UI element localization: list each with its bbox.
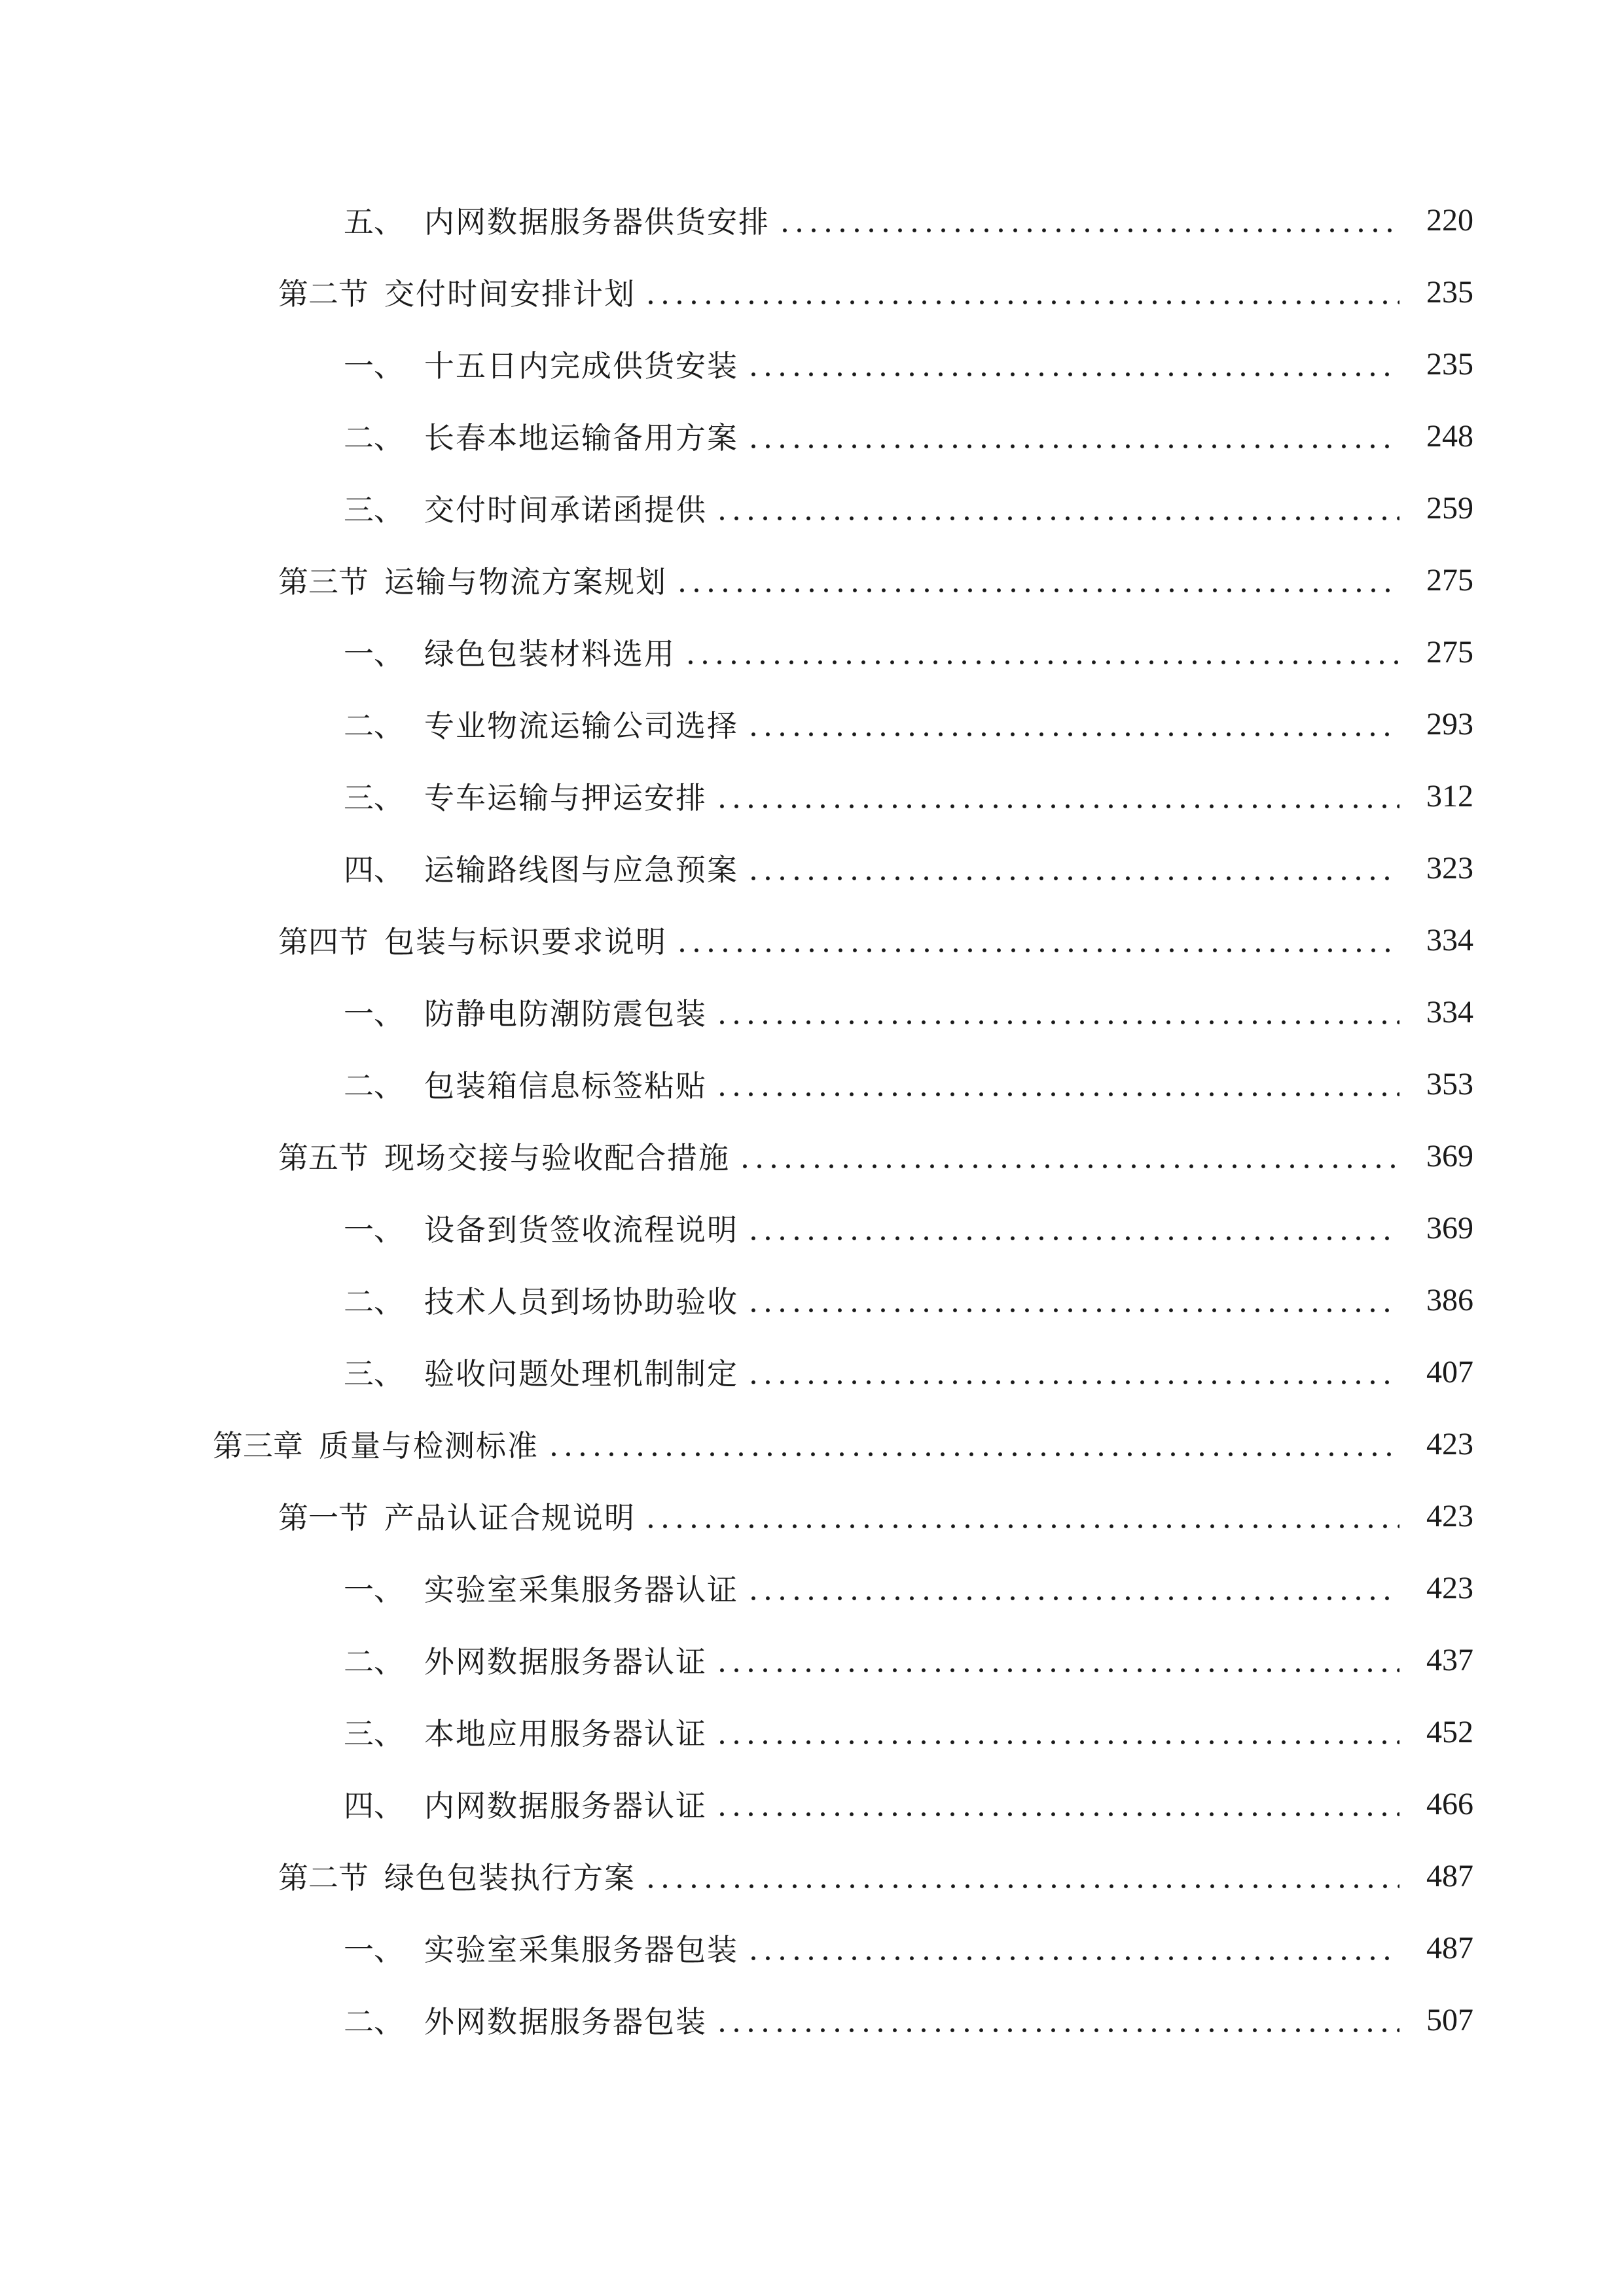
toc-entry[interactable] xyxy=(0,1408,1624,1480)
toc-entry[interactable] xyxy=(0,976,1624,1048)
dot-leader xyxy=(683,637,1399,667)
dot-leader xyxy=(643,1501,1399,1531)
toc-entry[interactable] xyxy=(0,544,1624,616)
toc-entry-number: 一、 xyxy=(344,636,404,672)
toc-entry-page-number: 259 xyxy=(1426,490,1473,526)
toc-entry-number: 一、 xyxy=(344,1212,404,1247)
toc-entry-page-number: 323 xyxy=(1426,850,1473,886)
toc-entry[interactable] xyxy=(0,1552,1624,1624)
toc-entry-page-number: 423 xyxy=(1426,1426,1473,1462)
toc-entry[interactable] xyxy=(0,1120,1624,1192)
toc-entry[interactable] xyxy=(0,1624,1624,1696)
toc-entry-page-number: 437 xyxy=(1426,1642,1473,1677)
toc-entry-number: 二、 xyxy=(344,1644,404,1679)
toc-entry-number: 二、 xyxy=(344,708,404,744)
toc-entry-page-number: 312 xyxy=(1426,778,1473,814)
toc-entry[interactable] xyxy=(0,1480,1624,1552)
toc-entry[interactable] xyxy=(0,832,1624,904)
toc-entry[interactable] xyxy=(0,1192,1624,1264)
toc-entry-title: 长春本地运输备用方案 xyxy=(424,420,738,456)
toc-entry-number: 第二节 xyxy=(278,1860,369,1895)
toc-entry-page-number: 507 xyxy=(1426,2002,1473,2037)
toc-entry-page-number: 275 xyxy=(1426,634,1473,670)
toc-entry-page-number: 235 xyxy=(1426,346,1473,382)
dot-leader xyxy=(715,2005,1399,2035)
toc-entry-page-number: 369 xyxy=(1426,1138,1473,1174)
toc-entry[interactable] xyxy=(0,616,1624,688)
toc-entry-title: 设备到货签收流程说明 xyxy=(424,1212,738,1247)
toc-entry[interactable] xyxy=(0,760,1624,832)
dot-leader xyxy=(746,1357,1399,1387)
toc-entry-number: 第二节 xyxy=(278,276,369,312)
toc-entry-number: 第三节 xyxy=(278,564,369,600)
toc-entry-number: 二、 xyxy=(344,1068,404,1103)
toc-entry[interactable] xyxy=(0,1984,1624,2056)
toc-entry-title: 防静电防潮防震包装 xyxy=(424,996,707,1031)
toc-entry-page-number: 423 xyxy=(1426,1498,1473,1534)
dot-leader xyxy=(715,493,1399,523)
toc-entry[interactable] xyxy=(0,256,1624,328)
toc-entry-page-number: 220 xyxy=(1426,202,1473,238)
dot-leader xyxy=(715,1645,1399,1675)
toc-entry-title: 包装与标识要求说明 xyxy=(384,924,667,960)
toc-entry-title: 外网数据服务器认证 xyxy=(424,1644,707,1679)
dot-leader xyxy=(715,997,1399,1027)
toc-entry-title: 交付时间安排计划 xyxy=(384,276,636,312)
dot-leader xyxy=(738,1141,1399,1171)
dot-leader xyxy=(746,853,1399,883)
toc-entry-page-number: 353 xyxy=(1426,1066,1473,1102)
toc-entry-number: 三、 xyxy=(344,492,404,528)
toc-entry-title: 十五日内完成供货安装 xyxy=(424,348,738,384)
toc-entry-page-number: 487 xyxy=(1426,1930,1473,1965)
dot-leader xyxy=(746,1933,1399,1963)
toc-entry-number: 五、 xyxy=(344,204,404,240)
dot-leader xyxy=(643,277,1399,307)
toc-entry-number: 一、 xyxy=(344,348,404,384)
toc-entry-number: 二、 xyxy=(344,2004,404,2039)
toc-entry-title: 质量与检测标准 xyxy=(319,1428,539,1463)
toc-entry-title: 验收问题处理机制制定 xyxy=(424,1356,738,1391)
toc-entry[interactable] xyxy=(0,472,1624,544)
toc-entry-page-number: 407 xyxy=(1426,1354,1473,1390)
toc-entry[interactable] xyxy=(0,688,1624,760)
toc-entry-number: 第三章 xyxy=(213,1428,303,1463)
toc-entry-page-number: 369 xyxy=(1426,1210,1473,1246)
toc-entry-title: 外网数据服务器包装 xyxy=(424,2004,707,2039)
toc-entry-number: 二、 xyxy=(344,420,404,456)
toc-entry-number: 三、 xyxy=(344,780,404,816)
toc-entry-title: 实验室采集服务器包装 xyxy=(424,1932,738,1967)
toc-entry-page-number: 334 xyxy=(1426,922,1473,958)
toc-entry-title: 运输与物流方案规划 xyxy=(384,564,667,600)
toc-entry-number: 一、 xyxy=(344,1572,404,1607)
dot-leader xyxy=(715,1069,1399,1099)
toc-entry-title: 实验室采集服务器认证 xyxy=(424,1572,738,1607)
toc-entry-page-number: 386 xyxy=(1426,1282,1473,1318)
toc-entry-title: 内网数据服务器供货安排 xyxy=(424,204,770,240)
toc-entry-number: 四、 xyxy=(344,1788,404,1823)
toc-entry-page-number: 235 xyxy=(1426,274,1473,310)
dot-leader xyxy=(715,1717,1399,1747)
toc-entry-page-number: 466 xyxy=(1426,1786,1473,1821)
toc-entry-title: 绿色包装材料选用 xyxy=(424,636,676,672)
toc-entry[interactable] xyxy=(0,1696,1624,1768)
toc-entry[interactable] xyxy=(0,1768,1624,1840)
toc-entry-title: 现场交接与验收配合措施 xyxy=(384,1140,730,1175)
dot-leader xyxy=(746,1573,1399,1603)
toc-entry-title: 包装箱信息标签粘贴 xyxy=(424,1068,707,1103)
toc-entry-number: 第四节 xyxy=(278,924,369,960)
dot-leader xyxy=(675,565,1399,595)
table-of-contents xyxy=(0,184,1624,2056)
toc-entry-number: 三、 xyxy=(344,1356,404,1391)
toc-entry-title: 专业物流运输公司选择 xyxy=(424,708,738,744)
toc-entry-page-number: 452 xyxy=(1426,1714,1473,1749)
toc-entry[interactable] xyxy=(0,400,1624,472)
toc-entry-page-number: 248 xyxy=(1426,418,1473,454)
dot-leader xyxy=(675,925,1399,955)
toc-entry-title: 技术人员到场协助验收 xyxy=(424,1284,738,1319)
toc-entry[interactable] xyxy=(0,328,1624,400)
toc-entry[interactable] xyxy=(0,1336,1624,1408)
toc-entry[interactable] xyxy=(0,904,1624,976)
dot-leader xyxy=(643,1861,1399,1891)
toc-entry-number: 一、 xyxy=(344,1932,404,1967)
toc-entry-number: 二、 xyxy=(344,1284,404,1319)
toc-entry-title: 绿色包装执行方案 xyxy=(384,1860,636,1895)
toc-entry-page-number: 334 xyxy=(1426,994,1473,1030)
toc-entry-number: 一、 xyxy=(344,996,404,1031)
toc-entry-title: 交付时间承诺函提供 xyxy=(424,492,707,528)
dot-leader xyxy=(778,205,1399,235)
toc-entry-number: 第一节 xyxy=(278,1500,369,1535)
toc-entry-page-number: 275 xyxy=(1426,562,1473,598)
toc-entry-title: 本地应用服务器认证 xyxy=(424,1716,707,1751)
toc-entry-page-number: 423 xyxy=(1426,1570,1473,1605)
toc-entry-number: 四、 xyxy=(344,852,404,888)
toc-entry-title: 专车运输与押运安排 xyxy=(424,780,707,816)
toc-entry-page-number: 293 xyxy=(1426,706,1473,742)
dot-leader xyxy=(746,1213,1399,1243)
dot-leader xyxy=(746,421,1399,451)
dot-leader xyxy=(746,1285,1399,1315)
toc-entry[interactable] xyxy=(0,1264,1624,1336)
toc-entry-number: 三、 xyxy=(344,1716,404,1751)
toc-entry[interactable] xyxy=(0,1048,1624,1120)
toc-entry[interactable] xyxy=(0,184,1624,256)
toc-entry-title: 运输路线图与应急预案 xyxy=(424,852,738,888)
toc-entry-number: 第五节 xyxy=(278,1140,369,1175)
toc-entry[interactable] xyxy=(0,1840,1624,1912)
dot-leader xyxy=(715,1789,1399,1819)
toc-entry-title: 内网数据服务器认证 xyxy=(424,1788,707,1823)
toc-entry-title: 产品认证合规说明 xyxy=(384,1500,636,1535)
dot-leader xyxy=(547,1429,1399,1459)
dot-leader xyxy=(746,349,1399,379)
toc-entry-page-number: 487 xyxy=(1426,1858,1473,1893)
dot-leader xyxy=(715,781,1399,811)
toc-entry[interactable] xyxy=(0,1912,1624,1984)
dot-leader xyxy=(746,709,1399,739)
